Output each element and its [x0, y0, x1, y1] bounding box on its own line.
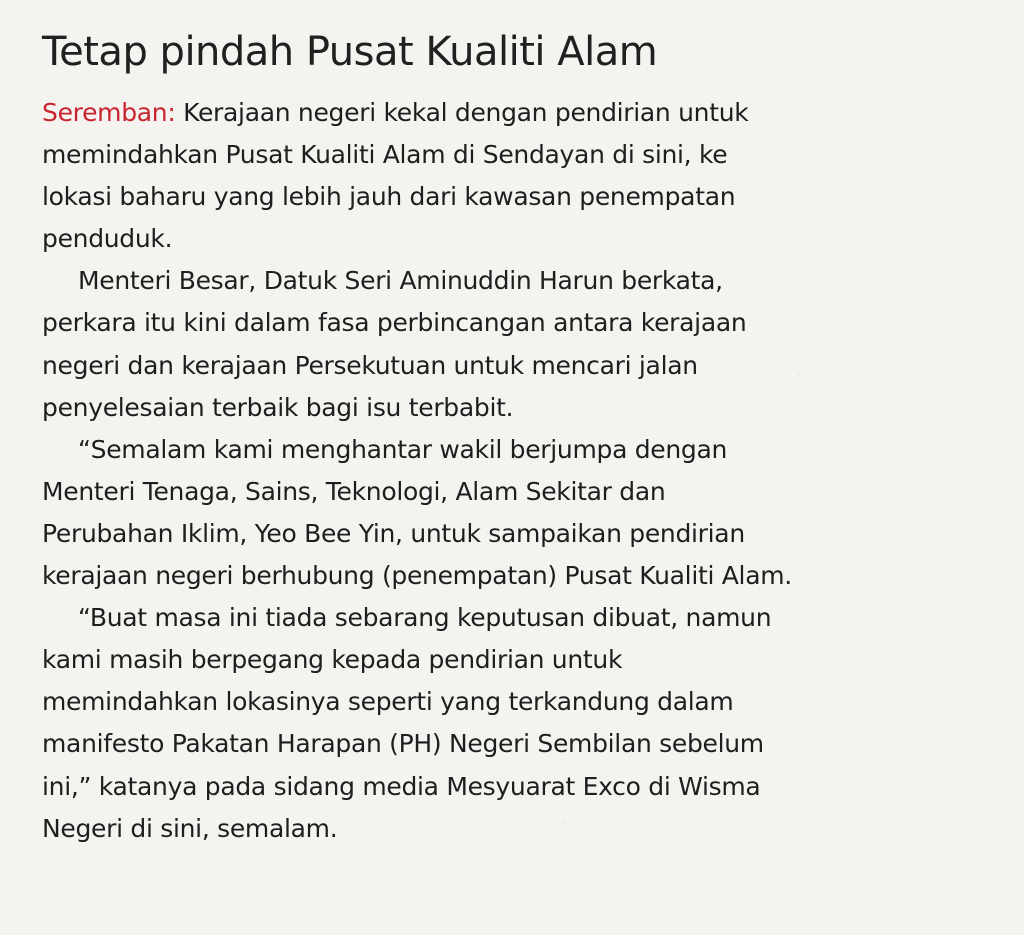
body-line-1-text: Kerajaan negeri kekal dengan pendirian untuk	[175, 98, 749, 127]
body-line-2: memindahkan Pusat Kualiti Alam di Sendayan di sini, ke	[42, 140, 728, 170]
body-line-1	[42, 92, 1017, 134]
body-line-8: penyelesaian terbaik bagi isu terbabit.	[42, 392, 514, 422]
body-line-9: “Semalam kami menghantar wakil berjumpa dengan	[78, 434, 728, 464]
body-line-4: penduduk.	[42, 224, 173, 254]
body-line-12: kerajaan negeri berhubung (penempatan) Pusat Kualiti Alam.	[42, 561, 792, 591]
body-line-13: “Buat masa ini tiada sebarang keputusan dibuat, namun	[78, 603, 772, 633]
article-body	[42, 92, 1017, 850]
dateline: Seremban:	[42, 98, 176, 127]
body-line-5: Menteri Besar, Datuk Seri Aminuddin Harun berkata,	[78, 266, 723, 296]
body-line-6: perkara itu kini dalam fasa perbincangan antara kerajaan	[42, 308, 747, 338]
body-line-17: ini,” katanya pada sidang media Mesyuarat Exco di Wisma	[42, 771, 761, 801]
body-line-10: Menteri Tenaga, Sains, Teknologi, Alam Sekitar dan	[42, 476, 666, 506]
body-line-3: lokasi baharu yang lebih jauh dari kawasan penempatan	[42, 182, 736, 212]
body-line-15: memindahkan lokasinya seperti yang terkandung dalam	[42, 687, 734, 717]
body-line-11: Perubahan Iklim, Yeo Bee Yin, untuk sampaikan pendirian	[42, 518, 745, 548]
body-line-7: negeri dan kerajaan Persekutuan untuk mencari jalan	[42, 350, 698, 380]
article	[42, 22, 1017, 850]
body-line-16: manifesto Pakatan Harapan (PH) Negeri Sembilan sebelum	[42, 729, 764, 759]
body-line-14: kami masih berpegang kepada pendirian untuk	[42, 645, 623, 675]
body-line-18: Negeri di sini, semalam.	[42, 813, 338, 843]
headline: Tetap pindah Pusat Kualiti Alam	[42, 29, 658, 75]
